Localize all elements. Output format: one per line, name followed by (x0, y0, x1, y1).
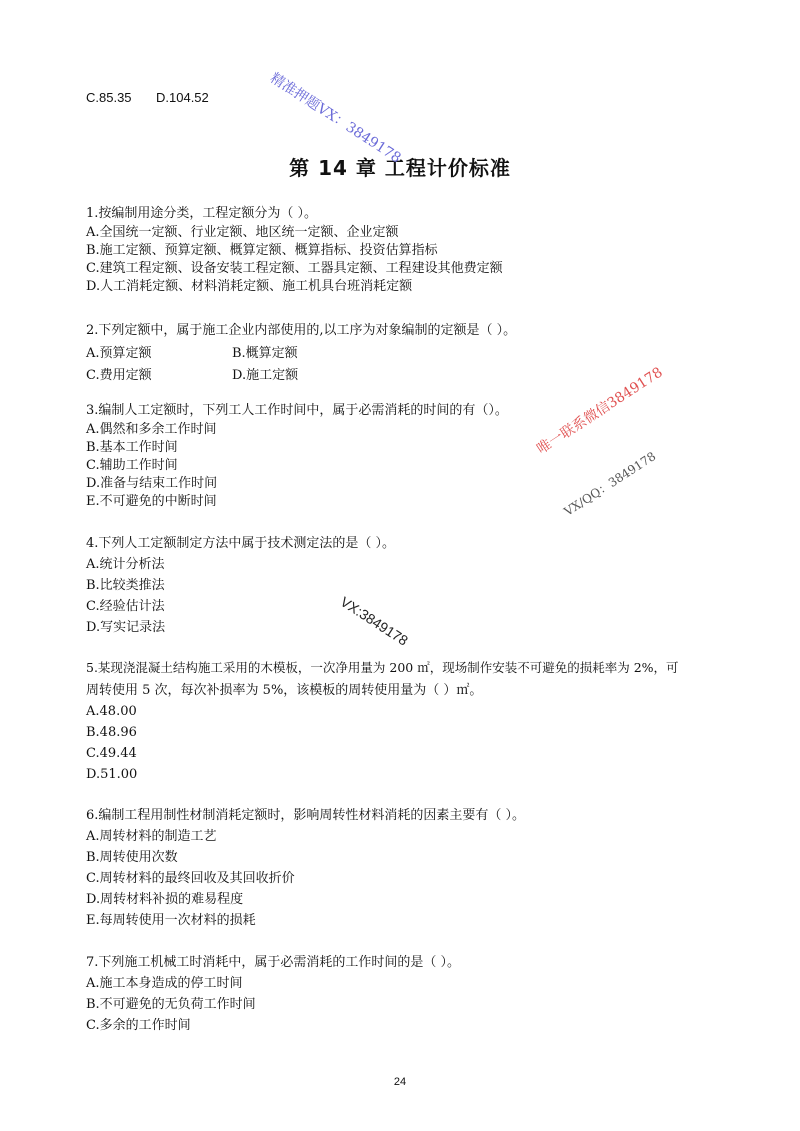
q3-option-e: E.不可避免的中断时间 (86, 494, 217, 509)
q5-stem-line1: 5.某现浇混凝土结构施工采用的木模板，一次净用量为 200 ㎡，现场制作安装不可避免的损耗率为 2%，可 (86, 660, 679, 675)
q4-option-d: D.写实记录法 (86, 620, 166, 635)
watermark-mid: VX:3849178 (337, 593, 412, 649)
q7-option-c: C.多余的工作时间 (86, 1018, 191, 1033)
q5-stem-line2: 周转使用 5 次，每次补损率为 5%，该模板的周转使用量为（ ）㎡。 (86, 683, 483, 698)
q6-option-a: A.周转材料的制造工艺 (86, 829, 217, 844)
watermark-red: 唯一联系微信3849178 (534, 364, 666, 458)
q4-stem: 4.下列人工定额制定方法中属于技术测定法的是（ ）。 (86, 536, 396, 551)
q2-option-a: A.预算定额 (86, 346, 152, 361)
q3-option-b: B.基本工作时间 (86, 440, 178, 455)
q1-option-d: D.人工消耗定额、材料消耗定额、施工机具台班消耗定额 (86, 279, 413, 294)
q3-stem: 3.编制人工定额时，下列工人工作时间中，属于必需消耗的时间的有（）。 (86, 403, 508, 418)
q1-option-b: B.施工定额、预算定额、概算定额、概算指标、投资估算指标 (86, 243, 438, 258)
watermark-gray: VX/QQ：3849178 (561, 449, 659, 519)
q2-stem: 2.下列定额中，属于施工企业内部使用的,以工序为对象编制的定额是（ ）。 (86, 323, 517, 338)
q3-option-a: A.偶然和多余工作时间 (86, 422, 217, 437)
q2-option-b: B.概算定额 (232, 346, 298, 361)
page-number: 24 (393, 1076, 407, 1088)
chapter-title: 第 14 章 工程计价标准 (289, 156, 511, 180)
prev-option-d: D.104.52 (156, 90, 209, 105)
q6-option-d: D.周转材料补损的难易程度 (86, 892, 244, 907)
q1-option-a: A.全国统一定额、行业定额、地区统一定额、企业定额 (86, 225, 399, 240)
q6-stem: 6.编制工程用制性材制消耗定额时，影响周转性材料消耗的因素主要有（ ）。 (86, 808, 526, 823)
q1-stem: 1.按编制用途分类，工程定额分为（ ）。 (86, 206, 318, 221)
q2-option-d: D.施工定额 (232, 368, 299, 383)
q1-option-c: C.建筑工程定额、设备安装工程定额、工器具定额、工程建设其他费定额 (86, 261, 503, 276)
q3-option-c: C.辅助工作时间 (86, 458, 178, 473)
q5-option-a: A.48.00 (86, 704, 137, 719)
q6-option-e: E.每周转使用一次材料的损耗 (86, 913, 256, 928)
q5-option-b: B.48.96 (86, 725, 137, 740)
q4-option-a: A.统计分析法 (86, 557, 165, 572)
q5-option-c: C.49.44 (86, 746, 137, 761)
q7-option-b: B.不可避免的无负荷工作时间 (86, 997, 256, 1012)
q6-option-c: C.周转材料的最终回收及其回收折价 (86, 871, 295, 886)
q7-option-a: A.施工本身造成的停工时间 (86, 976, 243, 991)
q3-option-d: D.准备与结束工作时间 (86, 476, 218, 491)
q7-stem: 7.下列施工机械工时消耗中，属于必需消耗的工作时间的是（ ）。 (86, 955, 461, 970)
watermark-top: 精准押题VX：3849178 (267, 70, 404, 167)
q5-option-d: D.51.00 (86, 767, 138, 782)
q4-option-c: C.经验估计法 (86, 599, 165, 614)
q4-option-b: B.比较类推法 (86, 578, 165, 593)
prev-option-c: C.85.35 (86, 90, 132, 105)
q6-option-b: B.周转使用次数 (86, 850, 178, 865)
q2-option-c: C.费用定额 (86, 368, 152, 383)
